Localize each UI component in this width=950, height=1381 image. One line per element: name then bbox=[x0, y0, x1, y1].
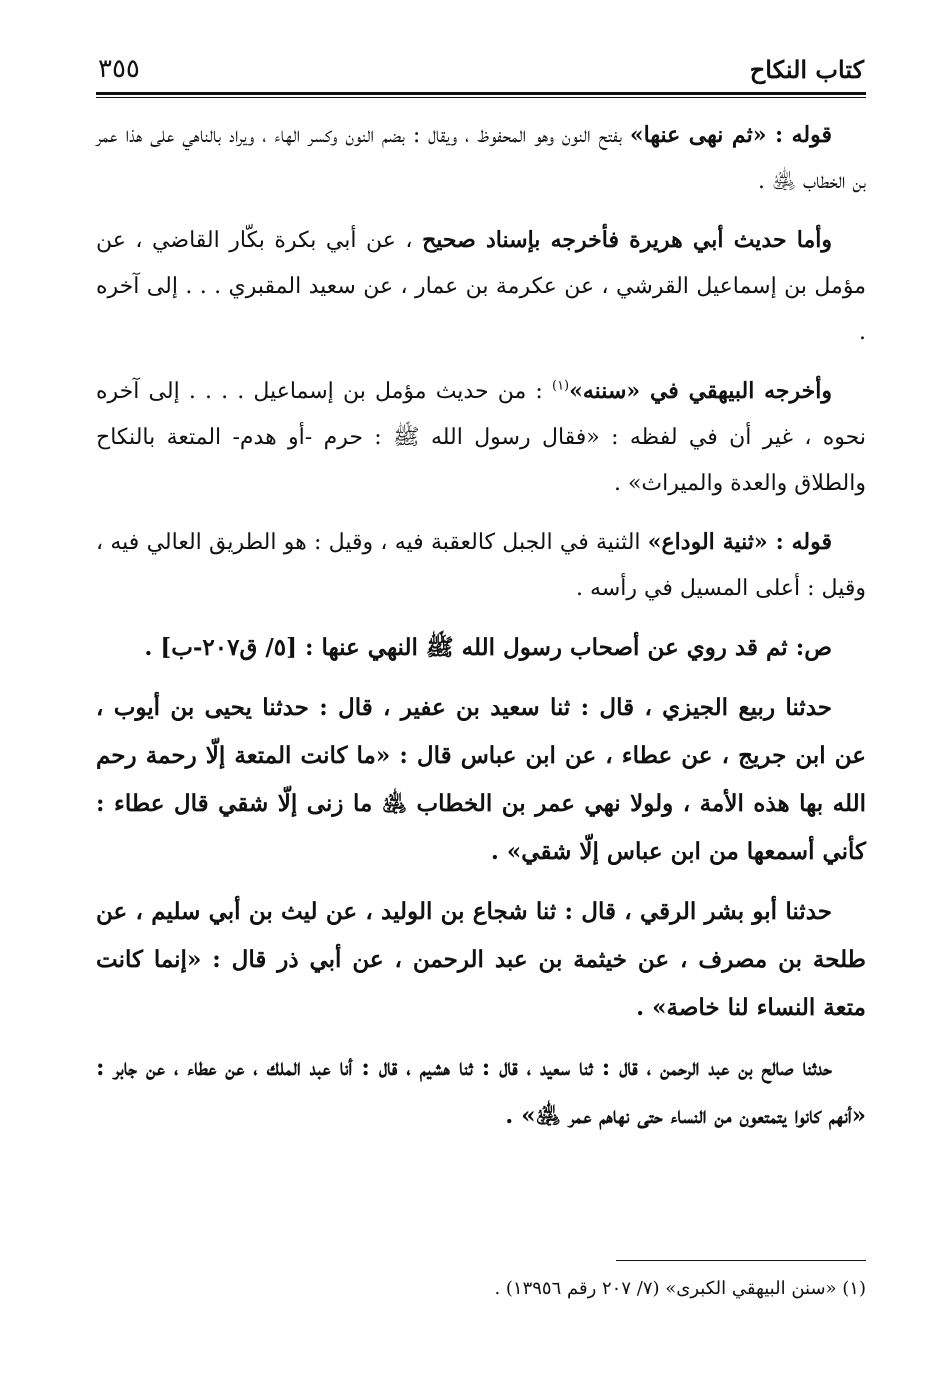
paragraph-lead: وأخرجه البيهقي في «سننه» bbox=[569, 378, 832, 404]
commentary-paragraph bbox=[96, 519, 866, 612]
page bbox=[96, 40, 866, 1299]
paragraph-text: : من حديث مؤمل بن إسماعيل . . . . إلى آخره نحوه ، غير أن في لفظه : «فقال رسول الله ﷺ : حرم -أو هدم- المتعة بالنكاح والطلاق والعدة والميراث» . bbox=[96, 379, 866, 496]
header-divider bbox=[96, 92, 866, 98]
footnote: (١) «سنن البيهقي الكبرى» (٧/ ٢٠٧ رقم ١٣٩٥٦) . bbox=[494, 1278, 866, 1299]
footnote-reference[interactable]: (١) bbox=[551, 378, 570, 394]
hadith-paragraph: حدثنا ربيع الجيزي ، قال : ثنا سعيد بن عفير ، قال : حدثنا يحيى بن أيوب ، عن ابن جريج ، عن عطاء ، عن ابن عباس قال : «ما كانت المتعة إلّا رحمة رحم الله بها هذه الأمة ، ولولا نهي عمر بن الخطاب ﵁ ما زنى إلّا شقي قال عطاء : كأني أسمعها من ابن عباس إلّا شقي» . bbox=[96, 694, 866, 865]
paragraph-lead: قوله : «ثنية الوداع» bbox=[647, 529, 833, 555]
paragraph-text: ، عن أبي بكرة بكّار القاضي ، عن مؤمل بن إسماعيل القرشي ، عن عكرمة بن عمار ، عن سعيد المقبري . . . إلى آخره . bbox=[96, 228, 866, 345]
page-number: ٣٥٥ bbox=[98, 54, 140, 84]
hadith-paragraph: حدثنا صالح بن عبد الرحمن ، قال : ثنا سعيد ، قال : ثنا هشيم ، قال : أنا عبد الملك ، عن عطاء ، عن جابر : «أنهم كانوا يتمتعون من النساء حتى نهاهم عمر ﵁» . bbox=[96, 1054, 866, 1129]
paragraph-lead: وأما حديث أبي هريرة فأخرجه بإسناد صحيح bbox=[422, 227, 833, 253]
hadith-paragraph: حدثنا أبو بشر الرقي ، قال : ثنا شجاع بن الوليد ، عن ليث بن أبي سليم ، عن طلحة بن مصرف ، عن خيثمة بن عبد الرحمن ، عن أبي ذر قال : «إنما كانت متعة النساء لنا خاصة» . bbox=[96, 898, 866, 1021]
running-header bbox=[96, 40, 866, 84]
commentary-paragraph bbox=[96, 112, 866, 205]
commentary-paragraph bbox=[96, 217, 866, 356]
commentary-paragraph bbox=[96, 368, 866, 507]
chapter-title: كتاب النكاح bbox=[749, 55, 864, 84]
section-heading bbox=[96, 624, 866, 672]
section-label: ص: bbox=[795, 634, 832, 661]
paragraph-text: بفتح النون وهو المحفوظ ، ويقال : بضم النون وكسر الهاء ، ويراد بالناهي على هذا عمر بن الخطاب ﵁ . bbox=[96, 123, 866, 194]
body-text bbox=[96, 112, 866, 1140]
paragraph-text: الثنية في الجبل كالعقبة فيه ، وقيل : هو الطريق العالي فيه ، وقيل : أعلى المسيل في رأسه . bbox=[96, 530, 866, 601]
section-text: ثم قد روي عن أصحاب رسول الله ﷺ النهي عنها : [٥/ ق٢٠٧-ب] . bbox=[144, 634, 796, 661]
paragraph-lead: قوله : «ثم نهى عنها» bbox=[629, 122, 832, 148]
footnote-divider bbox=[616, 1260, 866, 1261]
